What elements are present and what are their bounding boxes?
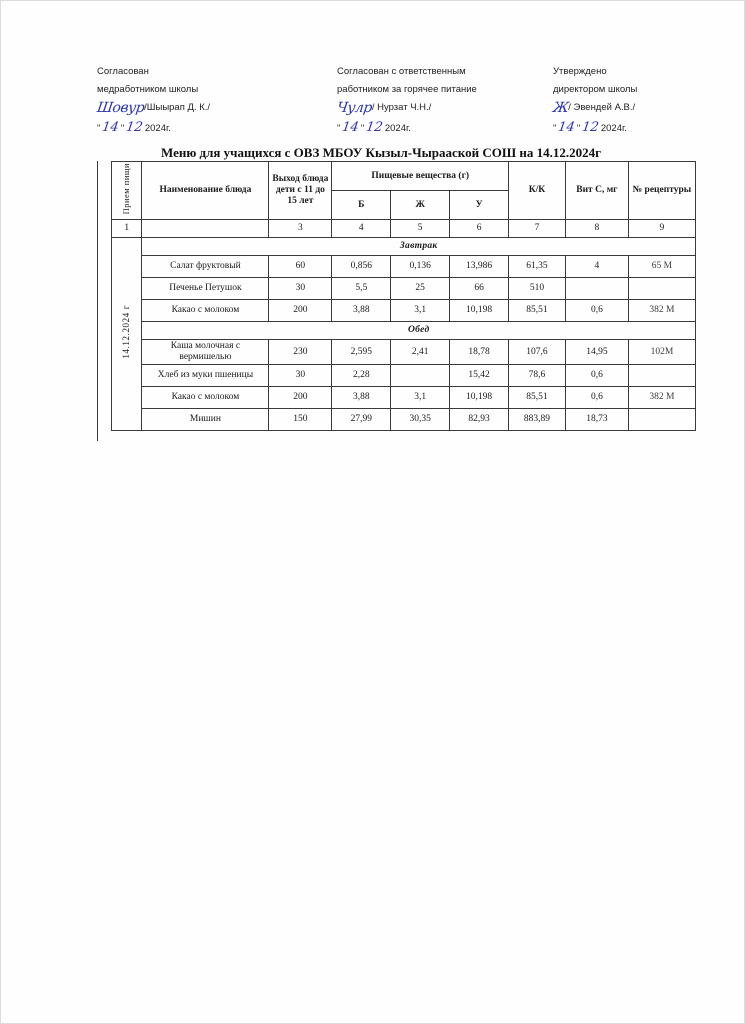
approval-column-medworker (97, 63, 297, 138)
date-day: 14 (101, 120, 121, 135)
approval-line-2: директором школы (553, 84, 638, 95)
section-header-row-breakfast (112, 238, 696, 256)
dish-fat: 3,1 (391, 387, 450, 409)
header-kk: К/К (509, 162, 566, 220)
signature-row (97, 99, 297, 119)
date-day: 14 (341, 120, 361, 135)
dish-name: Каша молочная с вермишелью (142, 340, 269, 365)
dish-fat (391, 365, 450, 387)
dish-output: 60 (269, 256, 332, 278)
header-nutrients: Пищевые вещества (г) (332, 162, 509, 191)
approval-column-director (553, 63, 743, 138)
header-meal-time-label: Прием пищи (121, 163, 132, 215)
dish-output: 150 (269, 409, 332, 431)
dish-name: Печенье Петушок (142, 278, 269, 300)
date-quote-close: " (576, 123, 581, 134)
header-output: Выход блюда дети с 11 до 15 лет (269, 162, 332, 220)
table-row (112, 340, 696, 365)
table-row (112, 409, 696, 431)
dish-fat: 25 (391, 278, 450, 300)
dish-vitamin-c: 0,6 (565, 365, 628, 387)
table-row (112, 300, 696, 322)
approval-line-1: Согласован с ответственным (337, 66, 466, 77)
dish-protein: 27,99 (332, 409, 391, 431)
approval-line-1: Согласован (97, 66, 149, 77)
index-cell-7: 7 (509, 220, 566, 238)
dish-protein: 5,5 (332, 278, 391, 300)
menu-table-wrapper (111, 161, 696, 431)
dish-carbs: 82,93 (450, 409, 509, 431)
section-title-breakfast: Завтрак (142, 238, 696, 256)
approval-date (337, 119, 547, 138)
column-index-row (112, 220, 696, 238)
dish-protein: 0,856 (332, 256, 391, 278)
dish-output: 200 (269, 300, 332, 322)
dish-carbs: 10,198 (450, 300, 509, 322)
dish-recipe (628, 409, 695, 431)
dish-vitamin-c: 18,73 (565, 409, 628, 431)
signature-mark: Шовур (95, 100, 146, 116)
table-row (112, 278, 696, 300)
dish-carbs: 15,42 (450, 365, 509, 387)
section-header-row-lunch (112, 322, 696, 340)
index-cell-8: 8 (565, 220, 628, 238)
approval-line-1: Утверждено (553, 66, 607, 77)
dish-protein: 3,88 (332, 300, 391, 322)
index-cell-9: 9 (628, 220, 695, 238)
dish-recipe: 102М (628, 340, 695, 365)
approver-name: / Нурзат Ч.Н./ (371, 102, 432, 113)
header-recipe-number: № рецептуры (628, 162, 695, 220)
approval-line-2: работником за горячее питание (337, 84, 477, 95)
dish-carbs: 18,78 (450, 340, 509, 365)
page-title: Меню для учащихся с ОВЗ МБОУ Кызыл-Чырааской СОШ на 14.12.2024г (160, 145, 602, 160)
header-carbs: У (450, 191, 509, 220)
dish-recipe: 382 М (628, 300, 695, 322)
dish-kk: 510 (509, 278, 566, 300)
dish-fat: 3,1 (391, 300, 450, 322)
dish-name: Хлеб из муки пшеницы (142, 365, 269, 387)
dish-recipe (628, 278, 695, 300)
header-vitamin-c: Вит С, мг (565, 162, 628, 220)
dish-fat: 30,35 (391, 409, 450, 431)
dish-name: Салат фруктовый (142, 256, 269, 278)
table-row (112, 256, 696, 278)
dish-output: 200 (269, 387, 332, 409)
dish-name: Какао с молоком (142, 300, 269, 322)
dish-vitamin-c: 0,6 (565, 387, 628, 409)
index-cell-6: 6 (450, 220, 509, 238)
approval-header (97, 63, 657, 153)
header-fat: Ж (391, 191, 450, 220)
table-row (112, 365, 696, 387)
approval-date (97, 119, 297, 138)
index-cell-4: 4 (332, 220, 391, 238)
date-quote-open: " (337, 123, 341, 134)
section-title-lunch: Обед (142, 322, 696, 340)
dish-kk: 85,51 (509, 300, 566, 322)
date-quote-open: " (553, 123, 557, 134)
date-month: 12 (365, 120, 384, 135)
header-dish-name: Наименование блюда (142, 162, 269, 220)
table-header-row (112, 162, 696, 191)
dish-kk: 883,89 (509, 409, 566, 431)
dish-carbs: 13,986 (450, 256, 509, 278)
date-year: 2024г. (384, 123, 411, 134)
index-cell-1: 1 (112, 220, 142, 238)
date-year: 2024г. (600, 123, 627, 134)
signature-row (553, 99, 743, 119)
signature-mark: Чулр (335, 100, 373, 116)
dish-vitamin-c (565, 278, 628, 300)
date-quote-open: " (97, 123, 101, 134)
dish-vitamin-c: 4 (565, 256, 628, 278)
approval-line-2: медработником школы (97, 84, 199, 95)
dish-recipe: 65 М (628, 256, 695, 278)
scanned-sheet (1, 1, 745, 1024)
index-cell-5: 5 (391, 220, 450, 238)
dish-recipe (628, 365, 695, 387)
date-month: 12 (581, 120, 600, 135)
date-day: 14 (557, 120, 577, 135)
dish-protein: 3,88 (332, 387, 391, 409)
date-label: 14.12.2024 г (121, 305, 132, 360)
index-cell-3: 3 (269, 220, 332, 238)
date-column-cell (112, 238, 142, 431)
dish-output: 230 (269, 340, 332, 365)
dish-vitamin-c: 0,6 (565, 300, 628, 322)
dish-protein: 2,595 (332, 340, 391, 365)
dish-name: Мишин (142, 409, 269, 431)
dish-fat: 0,136 (391, 256, 450, 278)
approver-name: /Шыырап Д. К./ (144, 102, 211, 113)
dish-kk: 78,6 (509, 365, 566, 387)
dish-kk: 61,35 (509, 256, 566, 278)
date-quote-close: " (360, 123, 365, 134)
table-left-margin-line (97, 161, 98, 441)
menu-table (111, 161, 696, 431)
dish-output: 30 (269, 278, 332, 300)
dish-kk: 107,6 (509, 340, 566, 365)
date-month: 12 (125, 120, 144, 135)
dish-kk: 85,51 (509, 387, 566, 409)
table-row (112, 387, 696, 409)
header-protein: Б (332, 191, 391, 220)
dish-protein: 2,28 (332, 365, 391, 387)
date-quote-close: " (120, 123, 125, 134)
approval-column-foodworker (337, 63, 547, 138)
dish-fat: 2,41 (391, 340, 450, 365)
signature-mark: Ж (551, 100, 570, 116)
date-year: 2024г. (144, 123, 171, 134)
dish-carbs: 66 (450, 278, 509, 300)
dish-name: Какао с молоком (142, 387, 269, 409)
signature-row (337, 99, 547, 119)
dish-recipe: 382 М (628, 387, 695, 409)
approver-name: / Эвендей А.В./ (568, 102, 636, 113)
index-cell-2 (142, 220, 269, 238)
dish-vitamin-c: 14,95 (565, 340, 628, 365)
approval-date (553, 119, 743, 138)
header-meal-time (112, 162, 142, 220)
dish-carbs: 10,198 (450, 387, 509, 409)
dish-output: 30 (269, 365, 332, 387)
